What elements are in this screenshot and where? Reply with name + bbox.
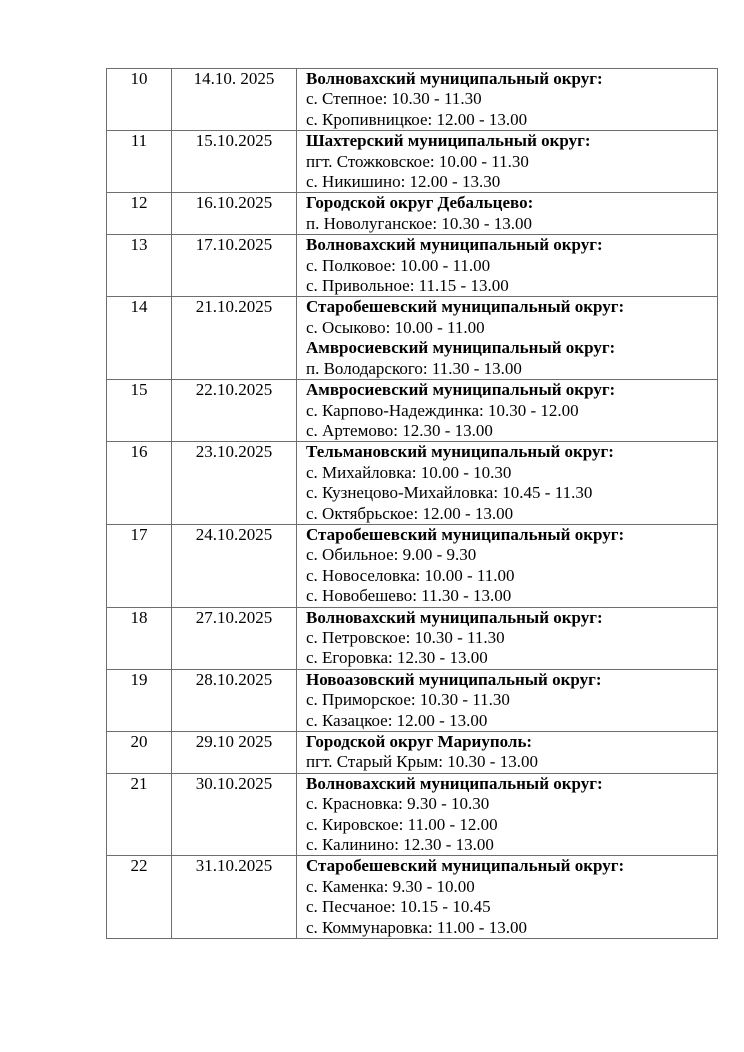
date-cell: 22.10.2025 bbox=[172, 380, 297, 442]
locality-line: с. Привольное: 11.15 - 13.00 bbox=[306, 276, 509, 296]
district-heading: Волновахский муниципальный округ: bbox=[306, 773, 603, 793]
schedule-table bbox=[106, 68, 718, 939]
date-cell: 17.10.2025 bbox=[172, 235, 297, 297]
row-number-cell: 21 bbox=[107, 773, 172, 856]
details-cell bbox=[297, 669, 718, 731]
locality-line: с. Петровское: 10.30 - 11.30 bbox=[306, 627, 505, 647]
row-number-cell: 13 bbox=[107, 235, 172, 297]
table-row bbox=[107, 856, 718, 939]
locality-line: п. Новолуганское: 10.30 - 13.00 bbox=[306, 213, 532, 233]
details-cell bbox=[297, 732, 718, 774]
locality-line: пгт. Стожковское: 10.00 - 11.30 bbox=[306, 151, 529, 171]
locality-line: п. Володарского: 11.30 - 13.00 bbox=[306, 358, 522, 378]
locality-line: с. Казацкое: 12.00 - 13.00 bbox=[306, 710, 488, 730]
locality-line: с. Обильное: 9.00 - 9.30 bbox=[306, 545, 477, 565]
table-row bbox=[107, 69, 718, 131]
details-cell bbox=[297, 442, 718, 525]
row-number-cell: 16 bbox=[107, 442, 172, 525]
locality-line: с. Осыково: 10.00 - 11.00 bbox=[306, 317, 485, 337]
locality-line: с. Коммунаровка: 11.00 - 13.00 bbox=[306, 917, 527, 937]
date-cell: 29.10 2025 bbox=[172, 732, 297, 774]
locality-line: с. Новобешево: 11.30 - 13.00 bbox=[306, 586, 512, 606]
locality-line: с. Полковое: 10.00 - 11.00 bbox=[306, 255, 491, 275]
district-heading: Старобешевский муниципальный округ: bbox=[306, 524, 625, 544]
details-cell bbox=[297, 131, 718, 193]
date-cell: 31.10.2025 bbox=[172, 856, 297, 939]
table-row bbox=[107, 732, 718, 774]
locality-line: с. Песчаное: 10.15 - 10.45 bbox=[306, 897, 491, 917]
locality-line: с. Красновка: 9.30 - 10.30 bbox=[306, 794, 490, 814]
district-heading: Городской округ Мариуполь: bbox=[306, 732, 533, 751]
schedule-table-body bbox=[107, 69, 718, 939]
row-number-cell: 11 bbox=[107, 131, 172, 193]
date-cell: 21.10.2025 bbox=[172, 297, 297, 380]
district-heading: Старобешевский муниципальный округ: bbox=[306, 856, 625, 876]
locality-line: с. Кировское: 11.00 - 12.00 bbox=[306, 814, 498, 834]
date-cell: 23.10.2025 bbox=[172, 442, 297, 525]
date-cell: 15.10.2025 bbox=[172, 131, 297, 193]
details-cell bbox=[297, 69, 718, 131]
table-row bbox=[107, 193, 718, 235]
table-row bbox=[107, 442, 718, 525]
details-cell bbox=[297, 773, 718, 856]
district-heading: Амвросиевский муниципальный округ: bbox=[306, 338, 616, 358]
district-heading: Тельмановский муниципальный округ: bbox=[306, 442, 614, 462]
table-row bbox=[107, 607, 718, 669]
district-heading: Волновахский муниципальный округ: bbox=[306, 235, 603, 255]
district-heading: Шахтерский муниципальный округ: bbox=[306, 131, 591, 151]
district-heading: Волновахский муниципальный округ: bbox=[306, 69, 603, 88]
district-heading: Городской округ Дебальцево: bbox=[306, 193, 534, 213]
locality-line: с. Октябрьское: 12.00 - 13.00 bbox=[306, 503, 514, 523]
date-cell: 24.10.2025 bbox=[172, 524, 297, 607]
locality-line: с. Артемово: 12.30 - 13.00 bbox=[306, 420, 493, 440]
table-row bbox=[107, 524, 718, 607]
locality-line: с. Степное: 10.30 - 11.30 bbox=[306, 89, 482, 109]
table-row bbox=[107, 297, 718, 380]
row-number-cell: 22 bbox=[107, 856, 172, 939]
locality-line: с. Калинино: 12.30 - 13.00 bbox=[306, 835, 494, 855]
details-cell bbox=[297, 380, 718, 442]
details-cell bbox=[297, 297, 718, 380]
locality-line: с. Кузнецово-Михайловка: 10.45 - 11.30 bbox=[306, 483, 593, 503]
table-row bbox=[107, 380, 718, 442]
locality-line: с. Егоровка: 12.30 - 13.00 bbox=[306, 648, 488, 668]
details-cell bbox=[297, 193, 718, 235]
locality-line: с. Каменка: 9.30 - 10.00 bbox=[306, 876, 475, 896]
row-number-cell: 18 bbox=[107, 607, 172, 669]
date-cell: 16.10.2025 bbox=[172, 193, 297, 235]
details-cell bbox=[297, 856, 718, 939]
row-number-cell: 20 bbox=[107, 732, 172, 774]
date-cell: 14.10. 2025 bbox=[172, 69, 297, 131]
details-cell bbox=[297, 607, 718, 669]
table-row bbox=[107, 131, 718, 193]
row-number-cell: 10 bbox=[107, 69, 172, 131]
district-heading: Волновахский муниципальный округ: bbox=[306, 607, 603, 627]
locality-line: пгт. Старый Крым: 10.30 - 13.00 bbox=[306, 752, 538, 772]
table-row bbox=[107, 773, 718, 856]
locality-line: с. Кропивницкое: 12.00 - 13.00 bbox=[306, 109, 528, 129]
row-number-cell: 15 bbox=[107, 380, 172, 442]
row-number-cell: 17 bbox=[107, 524, 172, 607]
locality-line: с. Никишино: 12.00 - 13.30 bbox=[306, 172, 501, 192]
date-cell: 27.10.2025 bbox=[172, 607, 297, 669]
district-heading: Амвросиевский муниципальный округ: bbox=[306, 380, 616, 400]
district-heading: Старобешевский муниципальный округ: bbox=[306, 297, 625, 317]
row-number-cell: 19 bbox=[107, 669, 172, 731]
date-cell: 28.10.2025 bbox=[172, 669, 297, 731]
table-row bbox=[107, 235, 718, 297]
locality-line: с. Михайловка: 10.00 - 10.30 bbox=[306, 462, 512, 482]
details-cell bbox=[297, 235, 718, 297]
date-cell: 30.10.2025 bbox=[172, 773, 297, 856]
row-number-cell: 12 bbox=[107, 193, 172, 235]
district-heading: Новоазовский муниципальный округ: bbox=[306, 669, 602, 689]
locality-line: с. Карпово-Надеждинка: 10.30 - 12.00 bbox=[306, 400, 579, 420]
row-number-cell: 14 bbox=[107, 297, 172, 380]
table-row bbox=[107, 669, 718, 731]
details-cell bbox=[297, 524, 718, 607]
locality-line: с. Новоселовка: 10.00 - 11.00 bbox=[306, 565, 515, 585]
locality-line: с. Приморское: 10.30 - 11.30 bbox=[306, 690, 510, 710]
